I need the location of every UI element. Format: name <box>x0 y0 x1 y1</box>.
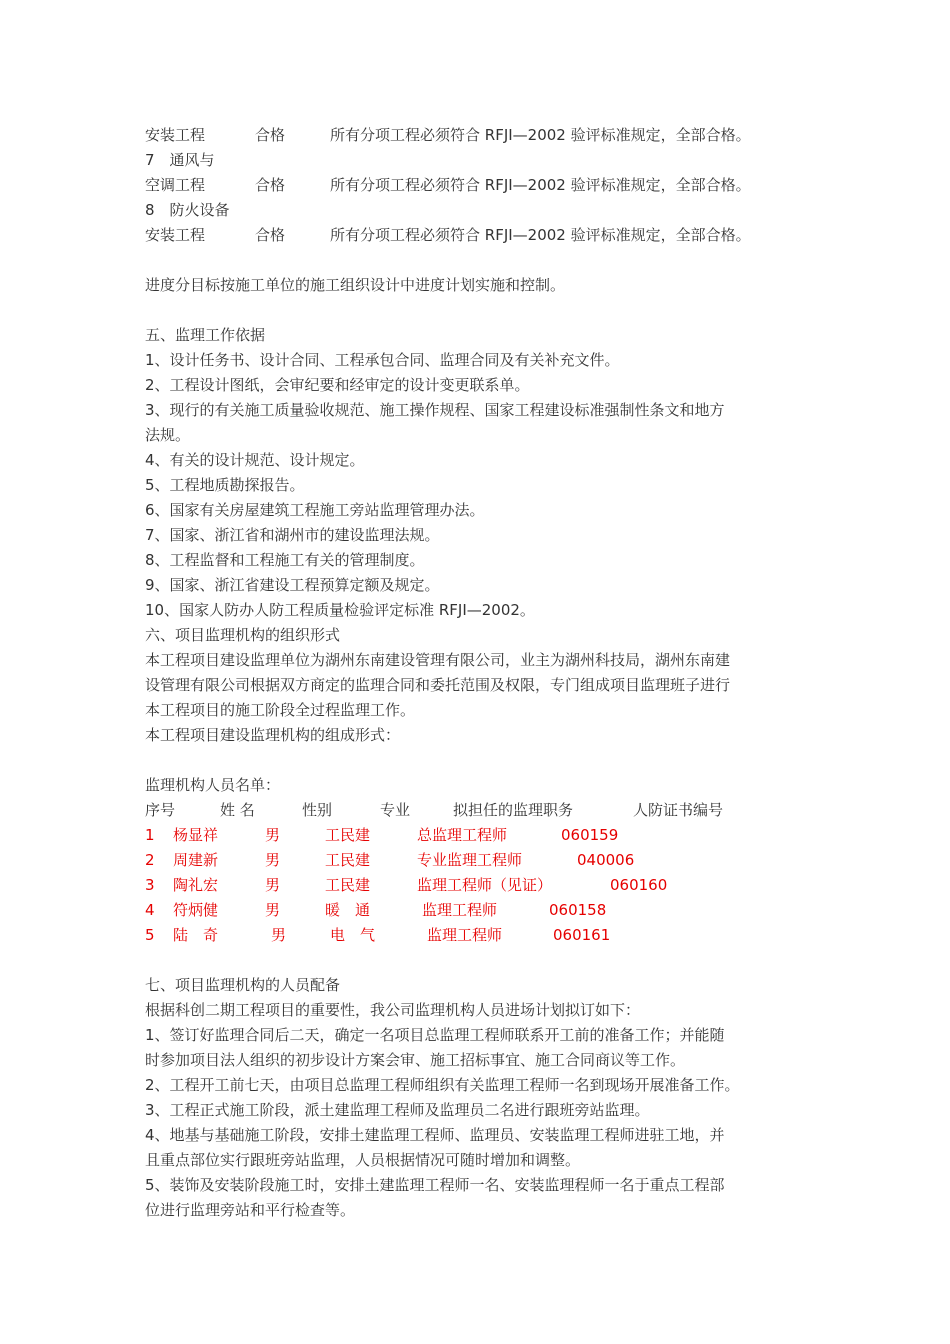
roster-role: 总监理工程师 <box>417 826 508 844</box>
roster-name: 周建新 <box>173 851 219 869</box>
paragraph-line: 3、工程正式施工阶段，派土建监理工程师及监理员二名进行跟班旁站监理。 <box>145 1101 650 1119</box>
roster-major: 工民建 <box>325 851 371 869</box>
section7-heading: 七、项目监理机构的人员配备 <box>145 976 341 994</box>
list-item: 9、国家、浙江省建设工程预算定额及规定。 <box>145 576 440 594</box>
roster-no: 3 <box>145 876 155 894</box>
table-cell-item: 8 防火设备 <box>145 201 230 219</box>
section6-heading: 六、项目监理机构的组织形式 <box>145 626 341 644</box>
roster-no: 4 <box>145 901 155 919</box>
roster-title: 监理机构人员名单： <box>145 776 281 794</box>
roster-major: 暖 通 <box>325 901 371 919</box>
roster-role: 监理工程师 <box>427 926 503 944</box>
table-cell-grade: 合格 <box>255 126 286 144</box>
list-item: 4、有关的设计规范、设计规定。 <box>145 451 365 469</box>
list-item: 5、工程地质勘探报告。 <box>145 476 305 494</box>
roster-sex: 男 <box>265 851 281 869</box>
header-cell: 拟担任的监理职务 <box>453 801 574 819</box>
roster-name: 陶礼宏 <box>173 876 219 894</box>
paragraph-line: 2、工程开工前七天，由项目总监理工程师组织有关监理工程师一名到现场开展准备工作。 <box>145 1076 740 1094</box>
table-cell-item: 7 通风与 <box>145 151 215 169</box>
list-item: 1、设计任务书、设计合同、工程承包合同、监理合同及有关补充文件。 <box>145 351 620 369</box>
roster-role: 专业监理工程师 <box>417 851 523 869</box>
list-item: 6、国家有关房屋建筑工程施工旁站监理管理办法。 <box>145 501 485 519</box>
roster-name: 杨显祥 <box>173 826 219 844</box>
roster-name: 符炳健 <box>173 901 219 919</box>
paragraph-line: 设管理有限公司根据双方商定的监理合同和委托范围及权限，专门组成项目监理班子进行 <box>145 676 731 694</box>
roster-role: 监理工程师 <box>422 901 498 919</box>
header-cell: 性别 <box>302 801 333 819</box>
table-cell-item: 空调工程 <box>145 176 206 194</box>
paragraph-line: 本工程项目的施工阶段全过程监理工作。 <box>145 701 416 719</box>
table-cell-item: 安装工程 <box>145 126 206 144</box>
header-cell: 序号 <box>145 801 176 819</box>
table-cell-item: 安装工程 <box>145 226 206 244</box>
paragraph-line: 本工程项目建设监理单位为湖州东南建设管理有限公司，业主为湖州科技局，湖州东南建 <box>145 651 731 669</box>
roster-sex: 男 <box>265 826 281 844</box>
table-cell-grade: 合格 <box>255 176 286 194</box>
list-item: 3、现行的有关施工质量验收规范、施工操作规程、国家工程建设标准强制性条文和地方 <box>145 401 725 419</box>
progress-note: 进度分目标按施工单位的施工组织设计中进度计划实施和控制。 <box>145 276 566 294</box>
roster-cert: 060159 <box>561 826 619 844</box>
roster-major: 工民建 <box>325 876 371 894</box>
table-cell-grade: 合格 <box>255 226 286 244</box>
roster-role: 监理工程师（见证） <box>417 876 553 894</box>
roster-no: 5 <box>145 926 155 944</box>
roster-cert: 060161 <box>553 926 611 944</box>
paragraph-line: 1、签订好监理合同后二天，确定一名项目总监理工程师联系开工前的准备工作；并能随 <box>145 1026 725 1044</box>
list-item: 10、国家人防办人防工程质量检验评定标准 RFJI—2002。 <box>145 601 535 619</box>
header-cell: 人防证书编号 <box>633 801 724 819</box>
paragraph-line: 4、地基与基础施工阶段，安排土建监理工程师、监理员、安装监理工程师进驻工地，并 <box>145 1126 725 1144</box>
roster-sex: 男 <box>265 876 281 894</box>
list-item: 7、国家、浙江省和湖州市的建设监理法规。 <box>145 526 440 544</box>
roster-name: 陆 奇 <box>173 926 219 944</box>
list-item: 8、工程监督和工程施工有关的管理制度。 <box>145 551 425 569</box>
paragraph-line: 根据科创二期工程项目的重要性，我公司监理机构人员进场计划拟订如下： <box>145 1001 641 1019</box>
list-item: 2、工程设计图纸，会审纪要和经审定的设计变更联系单。 <box>145 376 530 394</box>
paragraph-line: 且重点部位实行跟班旁站监理，人员根据情况可随时增加和调整。 <box>145 1151 581 1169</box>
list-item: 法规。 <box>145 426 191 444</box>
paragraph-line: 5、装饰及安装阶段施工时，安排土建监理工程师一名、安装监理程师一名于重点工程部 <box>145 1176 725 1194</box>
roster-cert: 060160 <box>610 876 668 894</box>
table-cell-standard: 所有分项工程必须符合 RFJI—2002 验评标准规定，全部合格。 <box>330 176 751 194</box>
paragraph-line: 本工程项目建设监理机构的组成形式： <box>145 726 401 744</box>
roster-major: 电 气 <box>330 926 376 944</box>
header-cell: 专业 <box>380 801 411 819</box>
table-cell-standard: 所有分项工程必须符合 RFJI—2002 验评标准规定，全部合格。 <box>330 126 751 144</box>
header-cell: 姓 名 <box>220 801 255 819</box>
roster-no: 2 <box>145 851 155 869</box>
roster-sex: 男 <box>271 926 287 944</box>
section5-heading: 五、监理工作依据 <box>145 326 266 344</box>
roster-major: 工民建 <box>325 826 371 844</box>
paragraph-line: 时参加项目法人组织的初步设计方案会审、施工招标事宜、施工合同商议等工作。 <box>145 1051 686 1069</box>
roster-sex: 男 <box>265 901 281 919</box>
roster-cert: 040006 <box>577 851 635 869</box>
roster-cert: 060158 <box>549 901 607 919</box>
roster-no: 1 <box>145 826 155 844</box>
table-cell-standard: 所有分项工程必须符合 RFJI—2002 验评标准规定，全部合格。 <box>330 226 751 244</box>
paragraph-line: 位进行监理旁站和平行检查等。 <box>145 1201 356 1219</box>
